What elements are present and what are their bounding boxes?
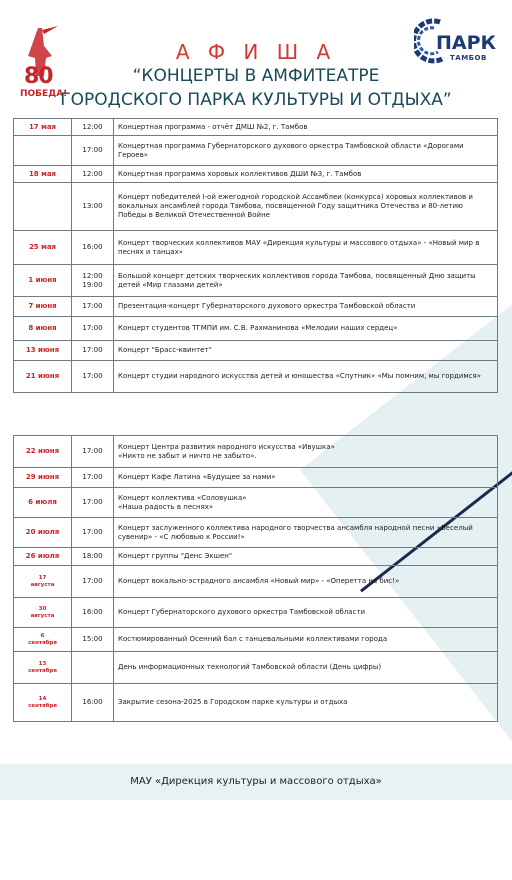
schedule-time: 17:00	[72, 361, 114, 393]
schedule-time: 18:00	[72, 548, 114, 566]
schedule-event: Концерт студентов ТГМПИ им. С.В. Рахманинова «Мелодии наших сердец»	[114, 317, 498, 341]
schedule-time: 17:00	[72, 317, 114, 341]
schedule-event: Концерт творческих коллективов МАУ «Дирекция культуры и массового отдыха» - «Новый мир в песнях и танцах»	[114, 231, 498, 265]
schedule-date: 21 июня	[14, 361, 72, 393]
schedule-time: 17:00	[72, 468, 114, 488]
table-row	[14, 136, 498, 166]
footer-organizer: МАУ «Дирекция культуры и массового отдыха»	[130, 776, 382, 787]
schedule-time: 12:00 19:00	[72, 265, 114, 297]
schedule-date: 29 июня	[14, 468, 72, 488]
table-row	[14, 652, 498, 684]
poster-subtitle-line1: “КОНЦЕРТЫ В АМФИТЕАТРЕ	[132, 66, 380, 86]
poster-subtitle-line2: ГОРОДСКОГО ПАРКА КУЛЬТУРЫ И ОТДЫХА”	[60, 90, 452, 110]
schedule-date: 17 мая	[14, 119, 72, 136]
schedule-time: 17:00	[72, 566, 114, 598]
schedule-date: 22 июня	[14, 436, 72, 468]
schedule-event: Костюмированный Осенний бал с танцевальными коллективами города	[114, 628, 498, 652]
schedule-date: 8 июня	[14, 317, 72, 341]
table-row	[14, 231, 498, 265]
table-row	[14, 265, 498, 297]
table-row	[14, 297, 498, 317]
schedule-event: Концертная программа хоровых коллективов ДШИ №3, г. Тамбов	[114, 166, 498, 183]
schedule-date: 17 августа	[14, 566, 72, 598]
schedule-date: 7 июня	[14, 297, 72, 317]
schedule-event: День информационных технологий Тамбовской области (День цифры)	[114, 652, 498, 684]
schedule-event: Концерт коллектива «Соловушка» «Наша радость в песнях»	[114, 488, 498, 518]
schedule-time: 17:00	[72, 488, 114, 518]
schedule-date: 18 мая	[14, 166, 72, 183]
schedule-time: 17:00	[72, 341, 114, 361]
table-row	[14, 119, 498, 136]
schedule-event: Концерт группы "Денс Экшен"	[114, 548, 498, 566]
table-row	[14, 684, 498, 722]
schedule-date: 13 июня	[14, 341, 72, 361]
logo-city-name: ТАМБОВ	[450, 54, 487, 62]
schedule-time: 16:00	[72, 598, 114, 628]
table-row	[14, 548, 498, 566]
schedule-event: Концерт Кафе Латина «Будущее за нами»	[114, 468, 498, 488]
table-row	[14, 317, 498, 341]
logo-park-name: ПАРК	[436, 32, 497, 54]
schedule-time: 15:00	[72, 628, 114, 652]
schedule-date	[14, 183, 72, 231]
schedule-event: Презентация-концерт Губернаторского духового оркестра Тамбовской области	[114, 297, 498, 317]
schedule-table-2	[13, 435, 498, 722]
schedule-event: Концерт вокально-эстрадного ансамбля «Новый мир» - «Оперетта на бис!»	[114, 566, 498, 598]
schedule-time: 17:00	[72, 518, 114, 548]
table-row	[14, 183, 498, 231]
table-row	[14, 436, 498, 468]
table-row	[14, 468, 498, 488]
schedule-table-1	[13, 118, 498, 393]
schedule-event: Закрытие сезона-2025 в Городском парке культуры и отдыха	[114, 684, 498, 722]
poster-title: А Ф И Ш А	[175, 40, 337, 64]
schedule-time: 16:00	[72, 231, 114, 265]
table-row	[14, 341, 498, 361]
schedule-date: 26 июля	[14, 548, 72, 566]
schedule-date: 13 сентября	[14, 652, 72, 684]
table-row	[14, 488, 498, 518]
logo-number: 80	[24, 64, 53, 89]
table-row	[14, 598, 498, 628]
schedule-time: 16:00	[72, 684, 114, 722]
schedule-date: 25 мая	[14, 231, 72, 265]
schedule-date: 14 сентября	[14, 684, 72, 722]
schedule-event: Большой концерт детских творческих коллективов города Тамбова, посвященный Дню защиты детей «Мир глазами детей»	[114, 265, 498, 297]
table-row	[14, 361, 498, 393]
schedule-event: Концерт заслуженного коллектива народного творчества ансамбля народной песни «Веселый сувенир» - «С любовью к России!»	[114, 518, 498, 548]
schedule-event: Концерт "Брасс-квинтет"	[114, 341, 498, 361]
schedule-time: 12:00	[72, 166, 114, 183]
schedule-time: 17:00	[72, 136, 114, 166]
schedule-event: Концертная программа Губернаторского духового оркестра Тамбовской области «Дорогами Героев»	[114, 136, 498, 166]
table-row	[14, 628, 498, 652]
schedule-event: Концерт студии народного искусства детей и юношества «Спутник» «Мы помним, мы гордимся»	[114, 361, 498, 393]
table-row	[14, 566, 498, 598]
schedule-event: Концертная программа - отчёт ДМШ №2, г. Тамбов	[114, 119, 498, 136]
logo-word: ПОБЕДА!	[20, 89, 68, 99]
table-row	[14, 518, 498, 548]
schedule-date: 30 августа	[14, 598, 72, 628]
schedule-date: 6 сентября	[14, 628, 72, 652]
schedule-date: 20 июля	[14, 518, 72, 548]
schedule-time: 13:00	[72, 183, 114, 231]
schedule-date: 6 июля	[14, 488, 72, 518]
schedule-event: Концерт победителей I-ой ежегодной городской Ассамблеи (конкурса) хоровых коллективов и вокальных ансамблей города Тамбова, посвященной Году защитника Отечества и 80-летию Победы в Великой Отечественной Войне	[114, 183, 498, 231]
schedule-date	[14, 136, 72, 166]
schedule-date: 1 июня	[14, 265, 72, 297]
schedule-time: 17:00	[72, 436, 114, 468]
schedule-event: Концерт Центра развития народного искусства «Ивушка» «Никто не забыт и ничто не забыто».	[114, 436, 498, 468]
schedule-time: 12:00	[72, 119, 114, 136]
schedule-event: Концерт Губернаторского духового оркестра Тамбовской области	[114, 598, 498, 628]
schedule-time: 17:00	[72, 297, 114, 317]
table-row	[14, 166, 498, 183]
schedule-time	[72, 652, 114, 684]
